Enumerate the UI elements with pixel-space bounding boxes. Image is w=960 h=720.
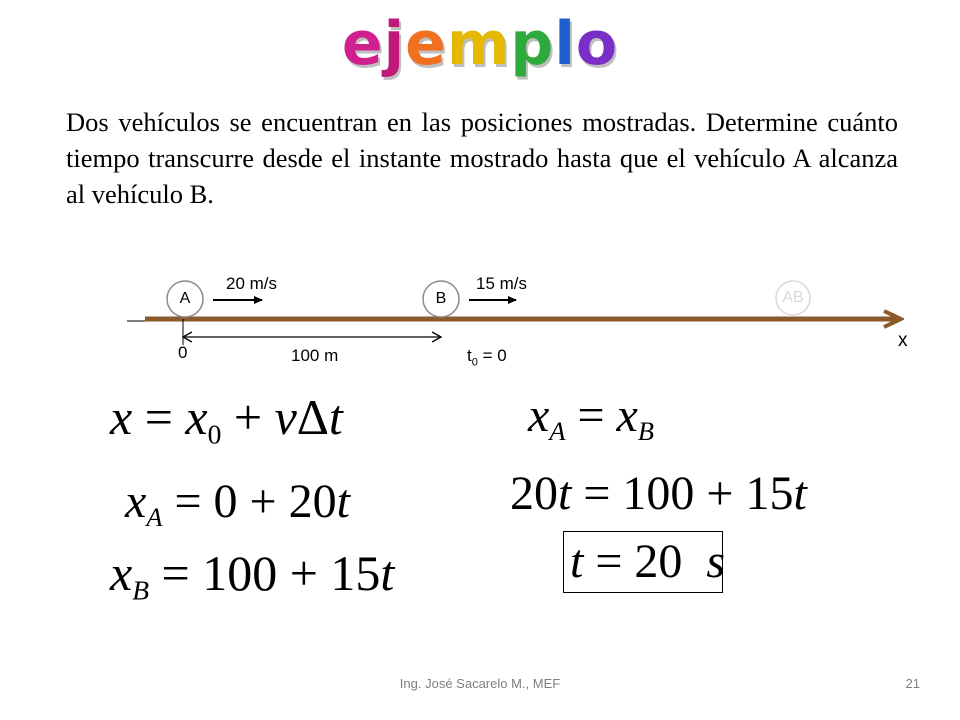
speed-a-label: 20 m/s bbox=[226, 274, 278, 293]
speed-b-label: 15 m/s bbox=[476, 274, 528, 293]
position-a-equation: $x_A = 0 + 20t$ bbox=[125, 475, 350, 533]
result-box: t = 20 s bbox=[563, 531, 723, 593]
vehicle-a-label: A bbox=[179, 290, 191, 307]
general-position-equation: $x = x_0 + v\Delta t$ bbox=[110, 389, 343, 450]
title-letter: l bbox=[554, 9, 576, 79]
distance-label: 100 m bbox=[291, 346, 339, 365]
title-letter: m bbox=[446, 9, 511, 79]
x-axis-label: x bbox=[898, 330, 908, 351]
combined-equation: 20t = 100 + 15t bbox=[510, 467, 807, 520]
title-letter: p bbox=[510, 9, 555, 79]
footer-author: Ing. José Sacarelo M., MEF bbox=[399, 676, 561, 691]
meeting-label: AB bbox=[782, 289, 804, 306]
page-number: 21 bbox=[905, 676, 920, 691]
title-letter: e bbox=[405, 9, 447, 79]
title-letter: e bbox=[341, 9, 384, 79]
initial-time-label: $t_0 = 0$ bbox=[467, 346, 507, 369]
vehicle-b-label: B bbox=[435, 290, 447, 307]
meeting-condition-equation: $x_A = x_B$ bbox=[528, 389, 654, 447]
title-letter: j bbox=[383, 9, 406, 79]
title-letter: o bbox=[575, 9, 619, 79]
problem-statement: Dos vehículos se encuentran en las posiciones mostradas. Determine cuánto tiempo transcurre desde el instante mostrado hasta que el vehículo A alcanza al vehículo B. bbox=[66, 107, 898, 209]
origin-label: 0 bbox=[178, 343, 188, 362]
position-b-equation: $x_B = 100 + 15t$ bbox=[110, 545, 395, 606]
